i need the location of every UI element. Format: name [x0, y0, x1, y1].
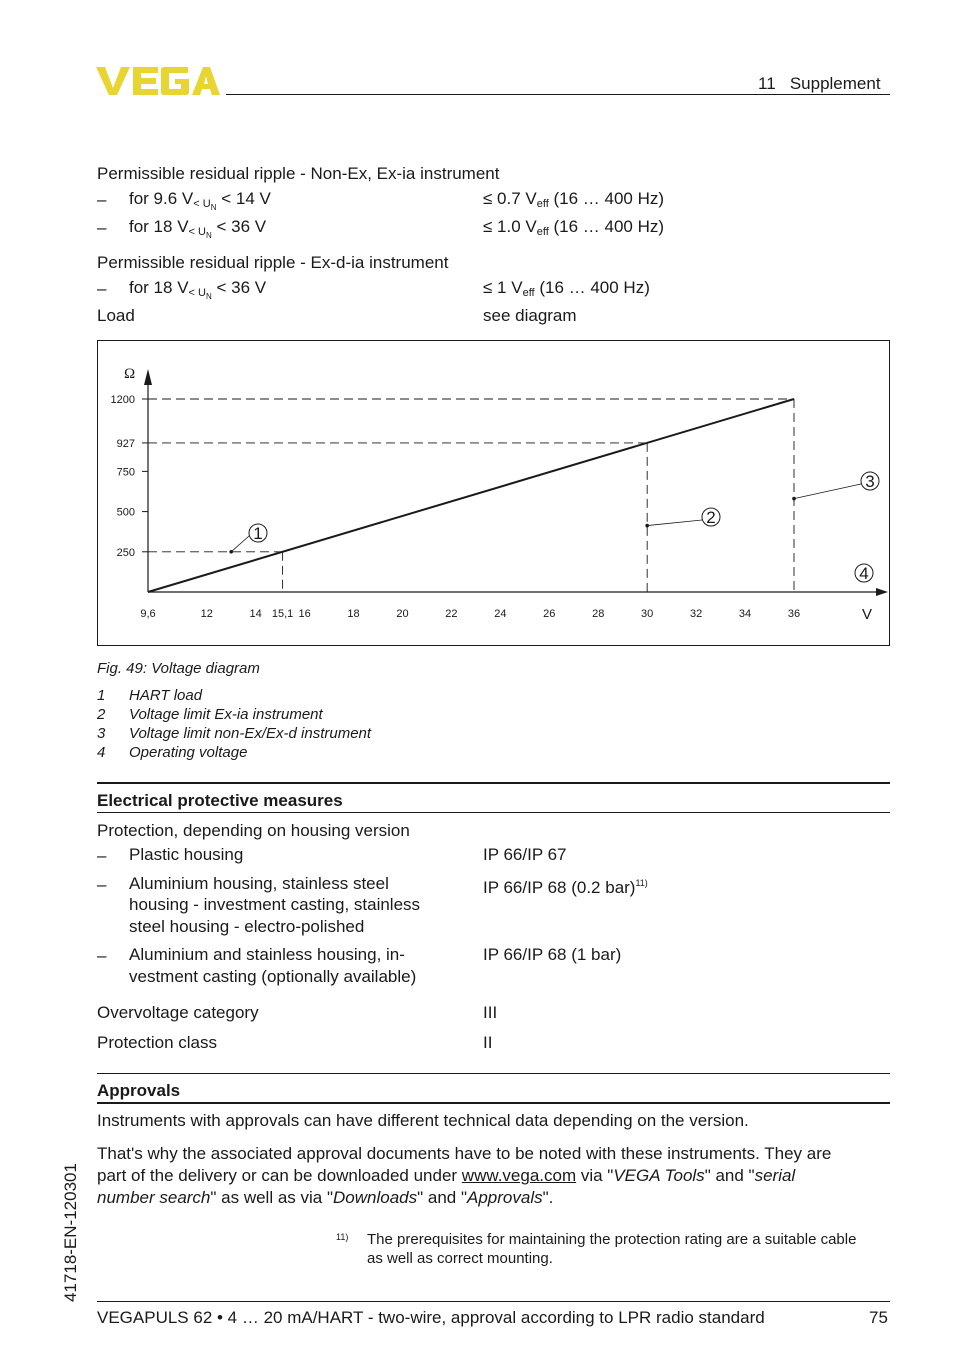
protective-heading: Electrical protective measures [97, 791, 343, 810]
load-label: Load [97, 306, 135, 325]
approvals-paragraph-2: That's why the associated approval documents have to be noted with these instruments. They are part of the delivery or can be downloaded under www.vega.com via "VEGA Tools" and "serial number search" as well as via "Downloads" and "Approvals". [97, 1144, 832, 1207]
vega-logo [96, 64, 220, 98]
x-tick-label: 12 [200, 608, 213, 620]
section-rule [97, 1073, 890, 1074]
callout-leader [231, 536, 249, 552]
legend-text: Voltage limit Ex-ia instrument [129, 706, 323, 723]
x-axis-arrow [876, 588, 888, 596]
y-tick-label: 927 [116, 437, 135, 450]
ripple-row-value: ≤ 0.7 $V_{eff}$ (16 … 400 Hz) [483, 189, 665, 210]
callout-number: 4 [859, 564, 869, 583]
y-tick-label: 750 [116, 466, 135, 479]
footer-text: VEGAPULS 62 • 4 … 20 mA/HART - two-wire, approval according to LPR radio standard [97, 1308, 765, 1327]
footer-rule [97, 1301, 890, 1302]
x-tick-label: 16 [298, 608, 311, 620]
figure-caption: Fig. 49: Voltage diagram [97, 660, 260, 677]
list-dash: – [97, 190, 107, 209]
y-tick-label: 1200 [110, 394, 135, 406]
list-dash: – [97, 846, 107, 865]
x-tick-label: 18 [347, 608, 360, 620]
housing-label: Aluminium and stainless housing, in- [129, 945, 405, 964]
page-number: 75 [869, 1308, 888, 1327]
housing-label: vestment casting (optionally available) [129, 967, 417, 986]
callout-number: 2 [706, 508, 716, 527]
voltage-chart-svg [98, 341, 889, 645]
housing-label: Plastic housing [129, 845, 244, 864]
footnote-text: The prerequisites for maintaining the protection rating are a suitable cable [367, 1231, 857, 1248]
section-rule [97, 812, 890, 813]
protection-class-label: Protection class [97, 1033, 217, 1052]
document-code: 41718-EN-120301 [61, 1163, 80, 1302]
x-axis-unit: V [862, 606, 873, 623]
header-section: 11 Supplement [758, 74, 881, 93]
legend-num: 2 [97, 706, 106, 723]
load-value: see diagram [483, 306, 577, 325]
legend-num: 4 [97, 744, 106, 761]
callout-number: 3 [865, 472, 875, 491]
x-tick-label: 9,6 [140, 608, 156, 620]
overvoltage-value: III [483, 1003, 498, 1022]
y-axis-unit: Ω [124, 366, 136, 382]
legend-num: 3 [97, 725, 106, 742]
callout-leader [647, 520, 702, 526]
section-rule [97, 1102, 890, 1104]
y-axis-arrow [144, 369, 152, 385]
load-line [148, 399, 794, 592]
section-rule [97, 782, 890, 784]
x-tick-label: 20 [396, 608, 409, 620]
callout-number: 1 [253, 524, 263, 543]
ripple-row-value: ≤ 1 $V_{eff}$ (16 … 400 Hz) [483, 278, 650, 299]
ripple-row-label: for 18 $V_{< U_N} < 36$ V [129, 278, 267, 301]
x-tick-label: 28 [592, 608, 605, 620]
voltage-diagram [97, 340, 890, 646]
x-tick-label: 26 [543, 608, 556, 620]
approvals-heading: Approvals [97, 1081, 181, 1100]
list-dash: – [97, 279, 107, 298]
x-tick-label: 15,1 [271, 608, 294, 620]
housing-value: IP 66/IP 68 (1 bar) [483, 945, 622, 964]
callout-dot [792, 497, 796, 501]
y-tick-label: 500 [116, 506, 135, 519]
approvals-paragraph-1: Instruments with approvals can have different technical data depending on the version. [97, 1111, 749, 1130]
legend-text: Voltage limit non-Ex/Ex-d instrument [129, 725, 372, 742]
housing-label: steel housing - electro-polished [129, 917, 365, 936]
housing-label: housing - investment casting, stainless [129, 895, 421, 914]
x-tick-label: 36 [787, 608, 801, 620]
x-tick-label: 30 [641, 608, 654, 620]
callout-leader [794, 484, 861, 499]
x-tick-label: 34 [738, 608, 752, 620]
housing-label: Aluminium housing, stainless steel [129, 874, 389, 893]
ripple-row-label: for 9.6 $V_{< U_N} < 14$ V [129, 189, 271, 212]
overvoltage-label: Overvoltage category [97, 1003, 259, 1022]
list-dash: – [97, 875, 107, 894]
ripple-row-value: ≤ 1.0 $V_{eff}$ (16 … 400 Hz) [483, 217, 665, 238]
x-tick-label: 24 [494, 608, 507, 620]
protection-class-value: II [483, 1033, 493, 1052]
list-dash: – [97, 218, 107, 237]
footnote-ref: 11) [635, 878, 648, 888]
footnote-mark: 11) [336, 1232, 349, 1242]
ripple-row-label: for 18 $V_{< U_N} < 36$ V [129, 217, 267, 240]
x-tick-label: 32 [689, 608, 703, 620]
housing-value: IP 66/IP 68 (0.2 bar)$^{11)}$ [483, 878, 648, 897]
callout-dot [229, 550, 233, 554]
protective-intro: Protection, depending on housing version [97, 821, 410, 840]
y-tick-label: 250 [116, 546, 135, 559]
housing-value: IP 66/IP 67 [483, 845, 567, 864]
x-tick-label: 22 [445, 608, 458, 620]
list-dash: – [97, 946, 107, 965]
ripple-exd-title: Permissible residual ripple - Ex-d-ia instrument [97, 253, 449, 272]
header-rule [226, 94, 890, 95]
legend-text: Operating voltage [129, 744, 248, 761]
vega-website-link[interactable]: www.vega.com [461, 1166, 577, 1185]
footnote-text: as well as correct mounting. [367, 1250, 553, 1267]
legend-text: HART load [129, 687, 203, 704]
legend-num: 1 [97, 687, 106, 704]
callout-dot [645, 524, 649, 528]
ripple-nonex-title: Permissible residual ripple - Non-Ex, Ex-ia instrument [97, 164, 500, 183]
x-tick-label: 14 [249, 608, 262, 620]
